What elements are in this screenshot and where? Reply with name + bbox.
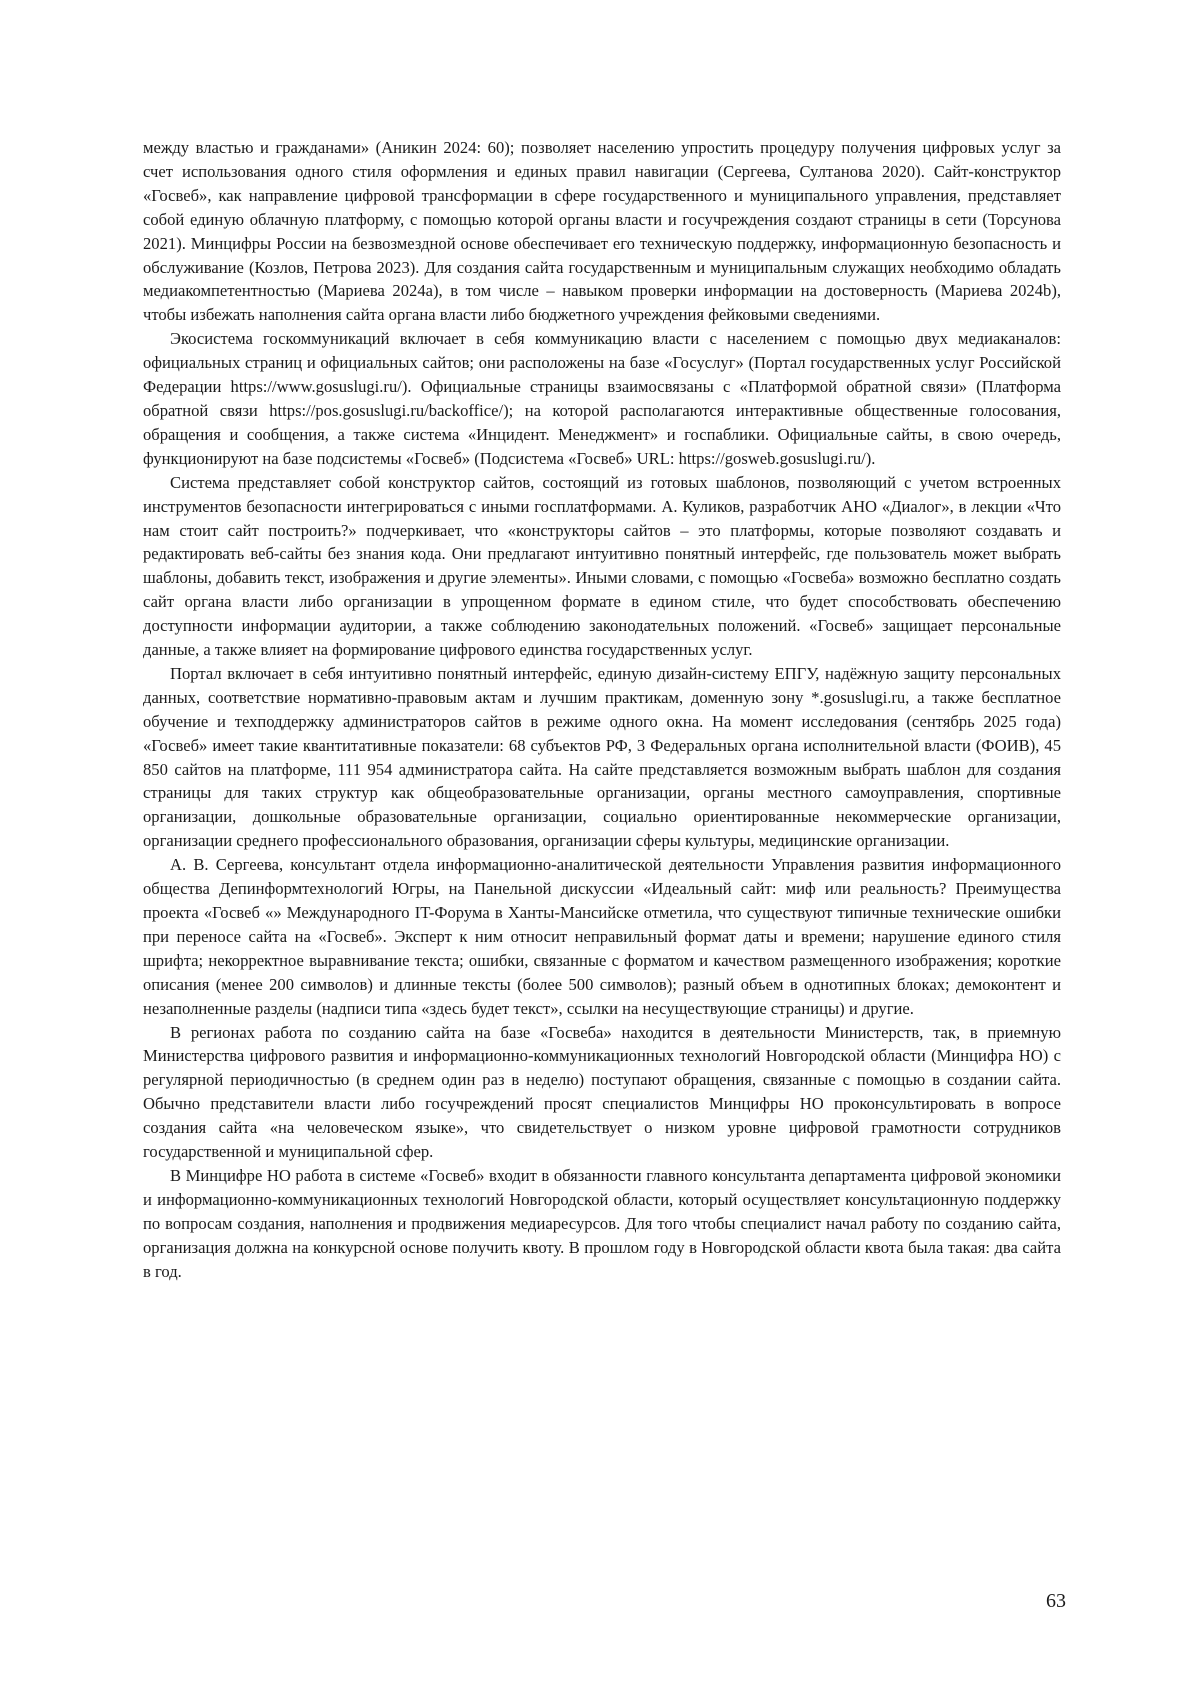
paragraph-ecosystem: Экосистема госкоммуникаций включает в себя коммуникацию власти с населением с помощью двух медиаканалов: официальных страниц и официальных сайтов; они расположены на базе «Госуслуг» (Портал государственных услуг Российской Федерации https://www.gosuslugi.ru/). Официальные страницы взаимосвязаны с «Платформой обратной связи» (Платформа обратной связи https://pos.gosuslugi.ru/backoffice/); на которой располагаются интерактивные общественные голосования, обращения и сообщения, а также система «Инцидент. Менеджмент» и госпаблики. Официальные сайты, в свою очередь, функционируют на базе подсистемы «Госвеб» (Подсистема «Госвеб» URL: https://gosweb.gosuslugi.ru/). [143, 329, 1061, 468]
page-number: 63 [1046, 1590, 1066, 1612]
paragraph-continuation: между властью и гражданами» (Аникин 2024: 60); позволяет населению упростить процедуру получения цифровых услуг за счет использования одного стиля оформления и единых правил навигации (Сергеева, Султанова 2020). Сайт-конструктор «Госвеб», как направление цифровой трансформации в сфере государственного и муниципального управления, представляет собой единую облачную платформу, с помощью которой органы власти и госучреждения создают страницы в сети (Торсунова 2021). Минцифры России на безвозмездной основе обеспечивает его техническую поддержку, информационную безопасность и обслуживание (Козлов, Петрова 2023). Для создания сайта государственным и муниципальным служащих необходимо обладать медиакомпетентностью (Мариева 2024a), в том числе – навыком проверки информации на достоверность (Мариева 2024b), чтобы избежать наполнения сайта органа власти либо бюджетного учреждения фейковыми сведениями. [143, 138, 1061, 325]
paragraph-sergeeva: А. В. Сергеева, консультант отдела информационно-аналитической деятельности Управления развития информационного общества Депинформтехнологий Югры, на Панельной дискуссии «Идеальный сайт: миф или реальность? Преимущества проекта «Госвеб «» Международного IT-Форума в Ханты-Мансийске отметила, что существуют типичные технические ошибки при переносе сайта на «Госвеб». Эксперт к ним относит неправильный формат даты и времени; нарушение единого стиля шрифта; некорректное выравнивание текста; ошибки, связанные с форматом и качеством размещенного изображения; короткие описания (менее 200 символов) и длинные тексты (более 500 символов); разный объем в однотипных блоках; демоконтент и незаполненные разделы (надписи типа «здесь будет текст», ссылки на несуществующие страницы) и другие. [143, 855, 1061, 1018]
paragraph-system: Система представляет собой конструктор сайтов, состоящий из готовых шаблонов, позволяющий с учетом встроенных инструментов безопасности интегрироваться с иными госплатформами. А. Куликов, разработчик АНО «Диалог», в лекции «Что нам стоит сайт построить?» подчеркивает, что «конструкторы сайтов – это платформы, которые позволяют создавать и редактировать веб-сайты без знания кода. Они предлагают интуитивно понятный интерфейс, где пользователь может выбрать шаблоны, добавить текст, изображения и другие элементы». Иными словами, с помощью «Госвеба» возможно бесплатно создать сайт органа власти либо организации в упрощенном формате в едином стиле, что будет способствовать обеспечению доступности информации аудитории, а также соблюдению законодательных положений. «Госвеб» защищает персональные данные, а также влияет на формирование цифрового единства государственных услуг. [143, 472, 1061, 660]
paragraph-regions: В регионах работа по созданию сайта на базе «Госвеба» находится в деятельности Министерств, так, в приемную Министерства цифрового развития и информационно-коммуникационных технологий Новгородской области (Минцифра НО) с регулярной периодичностью (в среднем один раз в неделю) поступают обращения, связанные с помощью в создании сайта. Обычно представители власти либо госучреждений просят специалистов Минцифры НО проконсультировать в вопросе создания сайта «на человеческом языке», что свидетельствует о низком уровне цифровой грамотности сотрудников государственной и муниципальной сфер. [143, 1022, 1061, 1162]
paragraph-portal: Портал включает в себя интуитивно понятный интерфейс, единую дизайн-систему ЕПГУ, надёжную защиту персональных данных, соответствие нормативно-правовым актам и лучшим практикам, доменную зону *.gosuslugi.ru, а также бесплатное обучение и техподдержку администраторов сайтов в режиме одного окна. На момент исследования (сентябрь 2025 года) «Госвеб» имеет такие квантитативные показатели: 68 субъектов РФ, 3 Федеральных органа исполнительной власти (ФОИВ), 45 850 сайтов на платформе, 111 954 администратора сайта. На сайте представляется возможным выбрать шаблон для создания страницы для таких структур как общеобразовательные организации, органы местного самоуправления, спортивные организации, дошкольные образовательные организации, социально ориентированные некоммерческие организации, организации среднего профессионального образования, организации сферы культуры, медицинские организации. [143, 663, 1061, 851]
paragraph-mincifra: В Минцифре НО работа в системе «Госвеб» входит в обязанности главного консультанта департамента цифровой экономики и информационно-коммуникационных технологий Новгородской области, который осуществляет консультационную поддержку по вопросам создания, наполнения и продвижения медиаресурсов. Для того чтобы специалист начал работу по созданию сайта, организация должна на конкурсной основе получить квоту. В прошлом году в Новгородской области квота была такая: два сайта в год. [143, 1165, 1061, 1281]
body-text [143, 136, 1061, 1284]
